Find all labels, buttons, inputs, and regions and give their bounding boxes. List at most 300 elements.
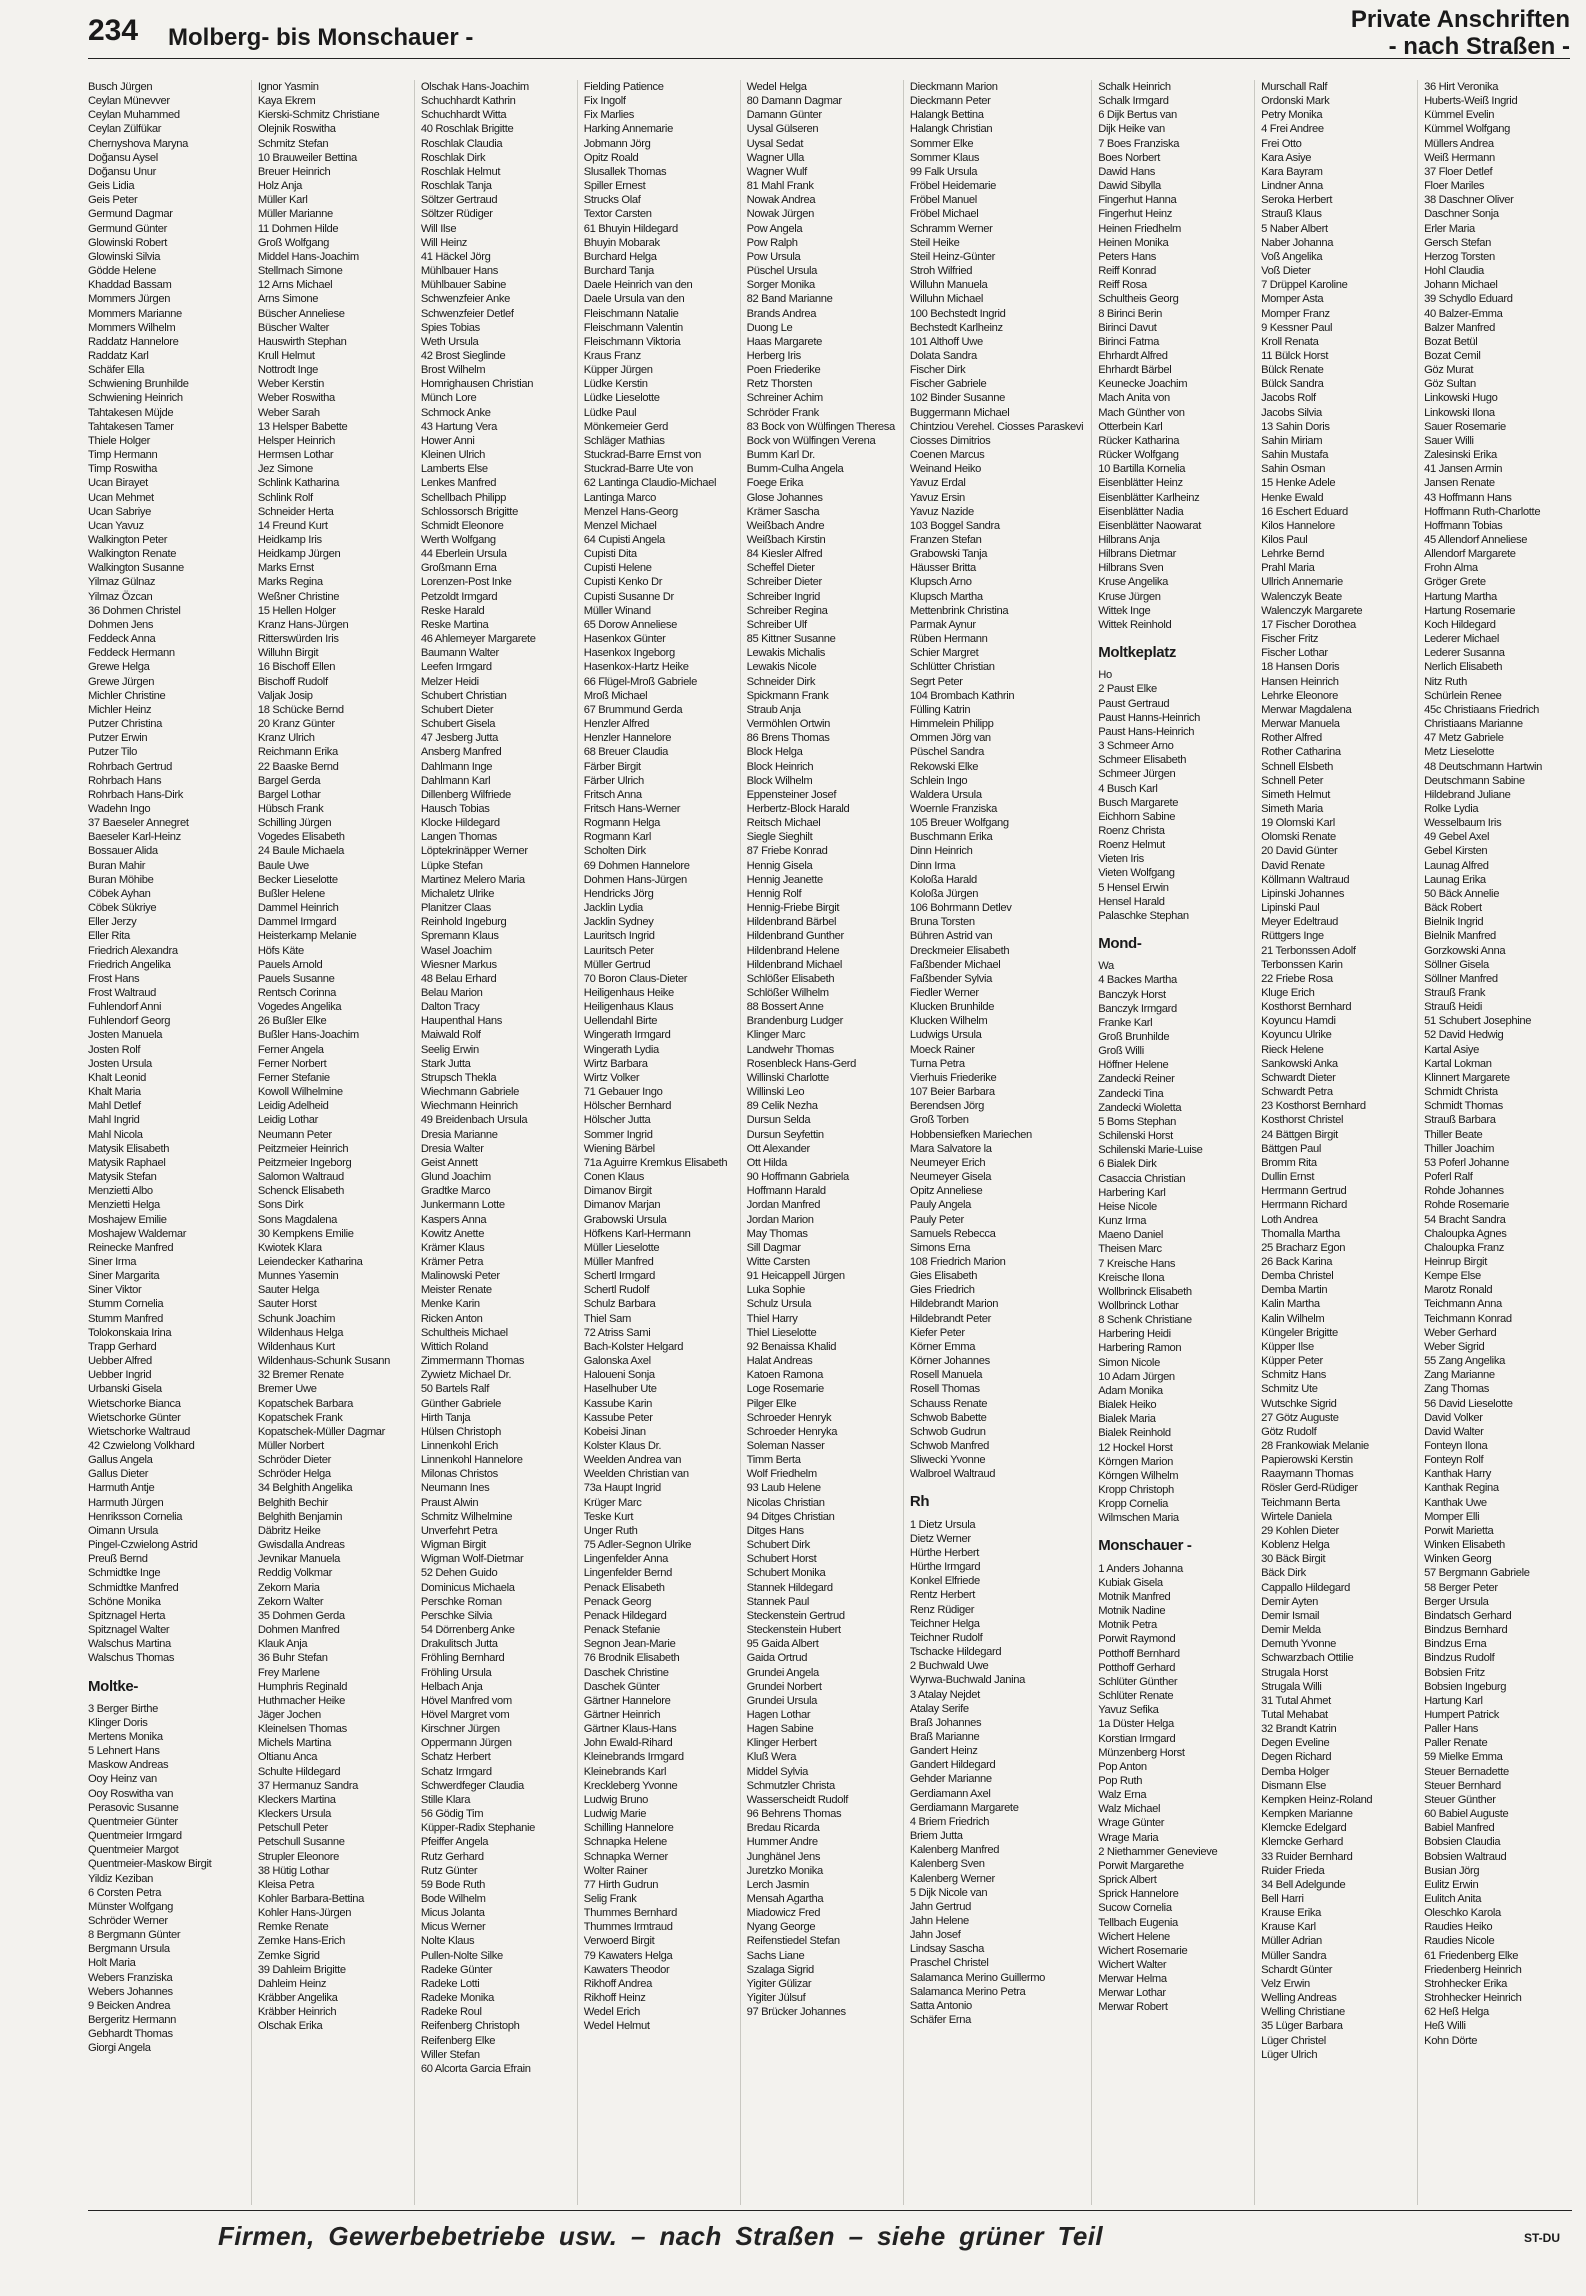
directory-entry: Lewakis Michalis [746, 647, 826, 660]
directory-entry: Lüger Christel [1261, 2034, 1326, 2047]
directory-entry: Juretzko Monika [746, 1864, 823, 1877]
directory-entry: Dolata Sandra [909, 349, 977, 362]
directory-entry: Lipinski Paul [1261, 902, 1320, 915]
directory-entry: Briem Jutta [909, 1830, 963, 1843]
directory-entry: Willinski Charlotte [746, 1071, 829, 1084]
directory-entry: Hohl Claudia [1424, 265, 1484, 278]
directory-entry: Penack Georg [583, 1595, 652, 1608]
directory-entry: Groß Brunhilde [1098, 1031, 1170, 1043]
directory-entry: Konkel Elfriede [909, 1575, 980, 1588]
column-8 [1254, 80, 1409, 2205]
footer-note: Firmen, Gewerbebetriebe usw. – nach Straßen – siehe grüner Teil [218, 2221, 1103, 2251]
directory-entry: Mach Günther von [1098, 406, 1185, 419]
directory-entry: Wedel Helga [746, 81, 807, 93]
directory-entry: Püschel Sandra [909, 746, 984, 759]
directory-entry: 4 Busch Karl [1098, 782, 1158, 795]
directory-entry: Harmuth Antje [88, 1482, 155, 1495]
directory-entry: Moshajew Emilie [88, 1213, 167, 1226]
directory-entry: Baule Uwe [257, 859, 309, 872]
directory-entry: Weber Sigrid [1424, 1340, 1485, 1353]
directory-entry: Kawaters Theodor [583, 1963, 670, 1976]
directory-entry: Quentmeier Margot [88, 1844, 179, 1857]
directory-entry: Siner Irma [88, 1255, 137, 1268]
directory-entry: Schmitz Ute [1261, 1383, 1318, 1396]
directory-entry: 61 Friedenberg Elke [1424, 1949, 1519, 1962]
directory-entry: 45 Allendorf Anneliese [1424, 534, 1528, 546]
directory-entry: Lüdke Paul [583, 406, 637, 419]
directory-entry: Schenck Elisabeth [257, 1185, 344, 1198]
directory-entry: Kierski-Schmitz Christiane [257, 109, 380, 122]
directory-entry: 94 Ditges Christian [746, 1510, 835, 1523]
directory-entry: Rolke Lydia [1424, 802, 1479, 815]
directory-entry: Frohn Alma [1424, 562, 1478, 575]
directory-entry: Moshajew Waldemar [88, 1227, 187, 1240]
directory-entry: Schröder Werner [88, 1915, 168, 1927]
directory-entry: Haselhuber Ute [583, 1383, 657, 1396]
directory-entry: Uebber Alfred [88, 1355, 152, 1368]
directory-entry: Krüger Marc [583, 1496, 642, 1509]
directory-entry: Gaida Ortrud [746, 1652, 808, 1665]
directory-entry: 9 Beicken Andrea [88, 1999, 171, 2012]
directory-entry: Merwar Helma [1098, 1973, 1167, 1986]
directory-entry: Thomalla Martha [1261, 1227, 1340, 1240]
directory-entry: Poferl Ralf [1424, 1171, 1473, 1184]
directory-entry: Dijk Heike van [1098, 123, 1165, 136]
directory-entry: Josten Ursula [88, 1057, 152, 1070]
directory-entry: Steuer Bernadette [1424, 1765, 1509, 1778]
directory-entry: Heidkamp Iris [257, 534, 322, 546]
directory-entry: Kara Asiye [1261, 151, 1312, 164]
directory-entry: Khalt Leonid [88, 1071, 147, 1084]
directory-entry: David Renate [1261, 859, 1325, 872]
directory-entry: Kalenberg Manfred [909, 1844, 1000, 1857]
directory-entry: Kempken Heinz-Roland [1261, 1793, 1373, 1806]
directory-entry: Helsper Heinrich [257, 434, 335, 447]
directory-entry: Otterbein Karl [1098, 420, 1163, 433]
directory-entry: Voß Angelika [1261, 250, 1323, 263]
directory-entry: Paust Hans-Heinrich [1098, 725, 1195, 738]
directory-entry: Uysal Gülseren [746, 123, 819, 136]
directory-entry: Munnes Yasemin [257, 1270, 339, 1283]
directory-entry: Kirschner Jürgen [420, 1723, 500, 1736]
directory-entry: Fröbel Heidemarie [909, 180, 996, 193]
directory-entry: 39 Dahleim Brigitte [257, 1963, 346, 1976]
directory-entry: Dresia Walter [420, 1142, 484, 1155]
directory-entry: Schulz Ursula [746, 1298, 812, 1311]
directory-entry: Petzoldt Irmgard [420, 590, 498, 603]
directory-entry: Hasenkox Günter [583, 633, 666, 646]
directory-entry: 50 Bartels Ralf [420, 1383, 489, 1396]
directory-entry: 65 Dorow Anneliese [583, 618, 677, 631]
directory-entry: Rüben Hermann [909, 633, 988, 646]
directory-entry: Rücker Katharina [1098, 434, 1180, 447]
directory-entry: Ucan Yavuz [88, 519, 144, 532]
directory-entry: Kranz Ulrich [257, 732, 315, 745]
directory-entry: Bargel Gerda [257, 774, 321, 787]
directory-entry: Hilbrans Dietmar [1098, 548, 1176, 561]
directory-entry: Ferner Angela [257, 1043, 324, 1056]
directory-entry: Schläger Mathias [583, 434, 665, 447]
directory-entry: Duong Le [746, 321, 793, 334]
directory-entry: Stannek Hildegard [746, 1581, 833, 1594]
directory-entry: Fritsch Anna [583, 788, 642, 801]
directory-entry: Pauly Peter [909, 1213, 964, 1226]
directory-entry: 29 Kohlen Dieter [1261, 1524, 1339, 1537]
directory-entry: Harbering Karl [1098, 1186, 1166, 1199]
directory-entry: Sommer Klaus [909, 151, 980, 164]
directory-entry: Demba Holger [1261, 1765, 1330, 1778]
directory-entry: 23 Kosthorst Bernhard [1261, 1100, 1366, 1113]
directory-entry: Valjak Josip [257, 689, 313, 702]
directory-entry: Höfs Käte [257, 944, 304, 957]
directory-entry: Putzer Erwin [88, 732, 148, 745]
directory-entry: 8 Schenk Christiane [1098, 1314, 1192, 1327]
directory-entry: 21 Terbonssen Adolf [1261, 944, 1356, 957]
directory-entry: Harbering Ramon [1098, 1342, 1182, 1355]
directory-entry: Dohmen Jens [88, 618, 154, 631]
directory-entry: 38 Hütig Lothar [257, 1864, 330, 1877]
directory-entry: Mensah Agartha [746, 1893, 824, 1905]
directory-entry: 36 Hirt Veronika [1424, 81, 1499, 93]
directory-entry: Cöbek Sükriye [88, 902, 157, 915]
directory-entry: Rutz Günter [420, 1864, 478, 1877]
directory-entry: Sahin Osman [1261, 463, 1326, 476]
directory-entry: Weber Gerhard [1424, 1326, 1497, 1339]
directory-entry: Ucan Mehmet [88, 491, 154, 504]
directory-entry: Wigman Wolf-Dietmar [420, 1553, 524, 1566]
directory-entry: Yavuz Nazide [909, 505, 974, 518]
directory-entry: Bock von Wülfingen Verena [746, 434, 876, 447]
directory-entry: Henriksson Cornelia [88, 1510, 183, 1523]
directory-entry: Jahn Gertrud [909, 1900, 972, 1913]
directory-entry: Bredau Ricarda [746, 1822, 820, 1835]
directory-entry: Thummes Bernhard [583, 1907, 678, 1920]
directory-entry: Trapp Gerhard [88, 1340, 157, 1353]
directory-entry: Himmelein Philipp [909, 718, 994, 731]
directory-entry: Ludwig Marie [583, 1808, 647, 1821]
directory-entry: Mahl Detlef [88, 1100, 141, 1113]
directory-entry: Weber Sarah [257, 406, 320, 419]
directory-entry: Marks Regina [257, 576, 323, 589]
directory-entry: Tahtakesen Tamer [88, 420, 174, 433]
directory-entry: Jordan Manfred [746, 1199, 821, 1212]
directory-entry: Reifenberg Elke [420, 2034, 496, 2047]
directory-entry: Kosthorst Bernhard [1261, 1001, 1352, 1014]
directory-entry: Hoffmann Harald [746, 1185, 826, 1198]
directory-entry: Christiaans Marianne [1424, 718, 1523, 731]
directory-entry: Teichmann Berta [1261, 1496, 1340, 1509]
directory-entry: Sommer Ingrid [583, 1128, 653, 1141]
directory-entry: Kroll Renata [1261, 335, 1319, 348]
directory-entry: Landwehr Thomas [746, 1043, 834, 1056]
directory-entry: Ferner Stefanie [257, 1071, 330, 1084]
directory-entry: Szalaga Sigrid [746, 1963, 814, 1976]
directory-entry: Weißbach Andre [746, 519, 825, 532]
directory-entry: Kwiotek Klara [257, 1241, 322, 1254]
directory-entry: Schultheis Georg [1098, 293, 1179, 306]
directory-entry: Gallus Angela [88, 1454, 153, 1467]
directory-entry: Roenz Christa [1098, 824, 1165, 837]
directory-entry: Schmidtke Inge [88, 1567, 161, 1580]
directory-entry: Pingel-Czwielong Astrid [88, 1539, 198, 1552]
directory-entry: Deutschmann Sabine [1424, 774, 1525, 787]
directory-entry: Schubert Horst [746, 1553, 817, 1566]
directory-entry: John Ewald-Rihard [583, 1737, 673, 1750]
directory-entry: Klucken Brunhilde [909, 1001, 995, 1014]
directory-entry: Buggermann Michael [909, 406, 1010, 419]
directory-entry: Dieckmann Peter [909, 95, 991, 108]
directory-entry: Wigman Birgit [420, 1539, 486, 1552]
directory-entry: Küpper Jürgen [583, 364, 653, 377]
directory-entry: Gorzkowski Anna [1424, 944, 1506, 957]
directory-entry: Bielnik Ingrid [1424, 916, 1484, 929]
directory-entry: Demir Melda [1261, 1624, 1321, 1637]
directory-entry: Bach-Kolster Helgard [583, 1340, 684, 1353]
directory-entry: Paller Hans [1424, 1723, 1479, 1736]
directory-entry: 7 Drüppel Karoline [1261, 279, 1348, 292]
directory-entry: 40 Roschlak Brigitte [420, 123, 514, 136]
directory-entry: Hülsen Christoph [420, 1425, 502, 1438]
directory-entry: Korstian Irmgard [1098, 1732, 1176, 1745]
directory-entry: Rohrbach Gertrud [88, 760, 172, 773]
directory-entry: David Volker [1424, 1411, 1483, 1424]
directory-entry: Matysik Elisabeth [88, 1142, 170, 1155]
directory-entry: Schulte Hildegard [257, 1765, 341, 1778]
directory-entry: Bußler Hans-Joachim [257, 1029, 359, 1042]
directory-entry: Bobsien Fritz [1424, 1666, 1485, 1679]
directory-entry: Reske Harald [420, 604, 485, 617]
directory-entry: Verwoerd Birgit [583, 1935, 655, 1948]
directory-entry: Hagen Sabine [746, 1723, 814, 1736]
directory-entry: Simons Erna [909, 1241, 971, 1254]
directory-entry: Mertens Monika [88, 1730, 163, 1743]
directory-entry: Kalin Martha [1261, 1298, 1320, 1311]
directory-entry: Spies Tobias [420, 321, 480, 334]
directory-entry: 60 Alcorta Garcia Efrain [420, 2062, 531, 2075]
directory-entry: Koch Hildegard [1424, 618, 1496, 631]
directory-entry: Harmuth Jürgen [88, 1496, 164, 1509]
section-title-line2: - nach Straßen - [1388, 33, 1570, 60]
directory-entry: Yildiz Keziban [88, 1872, 153, 1885]
directory-entry: Planitzer Claas [420, 902, 491, 915]
directory-entry: Yavuz Ersin [909, 491, 965, 504]
directory-entry: Fix Marlies [583, 109, 634, 122]
directory-entry: Timp Hermann [88, 449, 158, 462]
directory-entry: Mahl Nicola [88, 1128, 143, 1141]
directory-entry: 42 Brost Sieglinde [420, 349, 506, 362]
directory-entry: Dahlmann Inge [420, 760, 493, 773]
directory-entry: Ludwig Bruno [583, 1793, 648, 1806]
directory-entry: 9 Kessner Paul [1261, 321, 1333, 334]
directory-entry: 97 Brücker Johannes [746, 2006, 846, 2019]
directory-entry: Wutschke Sigrid [1261, 1397, 1337, 1410]
directory-entry: Schalk Heinrich [1098, 81, 1171, 93]
directory-entry: Götz Rudolf [1261, 1425, 1317, 1438]
directory-entry: Retz Thorsten [746, 378, 813, 391]
directory-entry: Radeke Roul [420, 2006, 482, 2019]
directory-entry: 85 Kittner Susanne [746, 633, 836, 646]
directory-entry: Wildenhaus Kurt [257, 1340, 335, 1353]
directory-entry: Schmidtke Manfred [88, 1581, 179, 1594]
directory-entry: Fleischmann Valentin [583, 321, 683, 334]
directory-entry: Wiening Bärbel [583, 1142, 655, 1155]
directory-entry: Gödde Helene [88, 265, 156, 278]
directory-entry: Hoffmann Tobias [1424, 519, 1503, 532]
directory-entry: Schroeder Henryka [746, 1425, 838, 1438]
directory-entry: Lederer Michael [1424, 633, 1500, 646]
directory-entry: Salamanca Merino Guillermo [909, 1971, 1046, 1984]
directory-entry: Schröder Frank [746, 406, 819, 419]
directory-entry: Witte Carsten [746, 1255, 810, 1268]
directory-entry: Mach Anita von [1098, 392, 1170, 405]
directory-entry: Miadowicz Fred [746, 1907, 821, 1920]
directory-entry: Höffner Helene [1098, 1059, 1169, 1072]
directory-entry: Hildenbrand Gunther [746, 930, 844, 943]
directory-entry: Reifenstiedel Stefan [746, 1935, 840, 1948]
directory-entry: Strugala Horst [1261, 1666, 1328, 1679]
directory-entry: Marks Ernst [257, 562, 314, 575]
directory-entry: Raaymann Thomas [1261, 1468, 1354, 1481]
directory-entry: Wesselbaum Iris [1424, 817, 1502, 830]
directory-entry: Opitz Roald [583, 151, 639, 164]
directory-entry: Schwenzfeier Detlef [420, 307, 514, 320]
directory-entry: Soleman Nasser [746, 1440, 825, 1452]
directory-entry: 91 Heicappell Jürgen [746, 1270, 845, 1283]
directory-entry: Fleischmann Natalie [583, 307, 679, 320]
directory-entry: Schubert Gisela [420, 718, 496, 731]
directory-entry: Humphris Reginald [257, 1680, 348, 1693]
directory-entry: Reddig Volkmar [257, 1567, 332, 1580]
directory-entry: Menzel Hans-Georg [583, 505, 678, 518]
directory-entry: Kleinelsen Thomas [257, 1723, 347, 1736]
directory-entry: Samuels Rebecca [909, 1227, 996, 1240]
directory-entry: Däbritz Heike [257, 1524, 321, 1537]
street-heading: Mond- [1098, 935, 1142, 953]
directory-entry: Lamberts Else [420, 463, 488, 476]
directory-entry: Schröder Helga [257, 1468, 331, 1481]
directory-entry: Weißbach Kirstin [746, 534, 826, 546]
directory-entry: Schmitz Hans [1261, 1369, 1326, 1382]
directory-entry: Rogmann Helga [583, 817, 661, 830]
directory-entry: Drakulitsch Jutta [420, 1638, 498, 1651]
directory-entry: Chaloupka Agnes [1424, 1227, 1507, 1240]
directory-entry: Bußler Helene [257, 887, 325, 900]
directory-entry: Bäck Dirk [1261, 1567, 1306, 1580]
directory-entry: Wirtele Daniela [1261, 1510, 1332, 1523]
directory-entry: Belghith Benjamin [257, 1510, 343, 1523]
directory-entry: Großmann Erna [420, 562, 497, 575]
directory-entry: Gärtner Klaus-Hans [583, 1723, 677, 1736]
directory-entry: Roschlak Dirk [420, 151, 486, 164]
directory-entry: Schubert Dirk [746, 1539, 810, 1552]
directory-entry: Radeke Monika [420, 1992, 495, 2005]
directory-entry: Müller Adrian [1261, 1935, 1322, 1948]
directory-entry: Stellmach Simone [257, 265, 343, 278]
directory-entry: Cupisti Helene [583, 562, 652, 575]
directory-entry: Strauß Frank [1424, 987, 1486, 999]
directory-entry: Micus Werner [420, 1921, 486, 1934]
directory-entry: Kanthak Regina [1424, 1482, 1499, 1495]
directory-entry: Strauß Barbara [1424, 1114, 1496, 1127]
directory-entry: Allendorf Margarete [1424, 548, 1516, 561]
directory-entry: Franzen Stefan [909, 534, 982, 546]
directory-entry: Satta Antonio [909, 1999, 972, 2012]
directory-entry: Paller Renate [1424, 1737, 1488, 1750]
directory-entry: Kleinen Ulrich [420, 449, 485, 462]
directory-entry: Kassube Peter [583, 1411, 653, 1424]
directory-entry: Neumeyer Erich [909, 1156, 986, 1169]
page-title: Molberg- bis Monschauer - [168, 24, 474, 51]
column-5 [740, 80, 895, 2205]
directory-entry: 26 Back Karina [1261, 1255, 1333, 1268]
directory-entry: Nottrodt Inge [257, 364, 319, 377]
directory-entry: Hansen Heinrich [1261, 675, 1339, 688]
directory-entry: Degen Richard [1261, 1751, 1332, 1764]
directory-entry: Zang Thomas [1424, 1383, 1490, 1396]
directory-entry: Motnik Nadine [1098, 1605, 1166, 1618]
footer-code: ST-DU [1524, 2231, 1560, 2245]
directory-entry: Fischer Gabriele [909, 378, 987, 391]
directory-entry: Friedenberg Heinrich [1424, 1963, 1522, 1976]
directory-entry: 13 Sahin Doris [1261, 420, 1330, 433]
directory-entry: 30 Bäck Birgit [1261, 1553, 1326, 1566]
directory-entry: Luka Sophie [746, 1284, 806, 1297]
directory-entry: Jahn Josef [909, 1929, 961, 1942]
directory-entry: Schmidt Christa [1424, 1086, 1498, 1099]
directory-entry: Schmitz Wilhelmine [420, 1510, 513, 1523]
directory-entry: Peitzmeier Heinrich [257, 1142, 349, 1155]
directory-entry: Cupisti Dita [583, 548, 637, 561]
directory-entry: Weelden Christian van [583, 1468, 689, 1481]
directory-entry: Wittek Inge [1098, 604, 1151, 617]
directory-entry: Wasserscheidt Rudolf [746, 1793, 849, 1806]
directory-entry: 40 Balzer-Emma [1424, 307, 1503, 320]
directory-entry: Sprick Hannelore [1098, 1888, 1179, 1901]
directory-entry: Segrt Peter [909, 675, 963, 688]
directory-entry: Glund Joachim [420, 1171, 491, 1184]
directory-entry: Rohde Rosemarie [1424, 1199, 1509, 1212]
directory-entry: Braß Marianne [909, 1730, 980, 1743]
directory-entry: Schreiner Achim [746, 392, 823, 405]
directory-entry: Berendsen Jörg [909, 1100, 984, 1113]
directory-entry: Oltianu Anca [257, 1751, 318, 1764]
directory-entry: 62 Lantinga Claudio-Michael [583, 477, 717, 490]
directory-entry: 33 Ruider Bernhard [1261, 1850, 1353, 1863]
directory-entry: Pullen-Nolte Silke [420, 1949, 503, 1962]
directory-entry: Webers Franziska [88, 1971, 173, 1984]
directory-entry: Eisenblätter Naowarat [1098, 519, 1201, 532]
directory-entry: Ferner Norbert [257, 1057, 327, 1070]
directory-entry: 7 Kreische Hans [1098, 1257, 1176, 1270]
directory-entry: 37 Floer Detlef [1424, 165, 1493, 178]
directory-entry: 6 Corsten Petra [88, 1886, 162, 1899]
directory-entry: 16 Bischoff Ellen [257, 661, 336, 674]
directory-entry: Matysik Stefan [88, 1171, 157, 1184]
directory-entry: 95 Gaida Albert [746, 1638, 819, 1651]
directory-entry: Kruse Angelika [1098, 576, 1168, 589]
directory-entry: Olomski Renate [1261, 831, 1336, 844]
directory-entry: Ceylan Muhammed [88, 109, 180, 122]
directory-entry: Hensel Harald [1098, 895, 1165, 908]
directory-entry: Matysik Raphael [88, 1156, 166, 1169]
directory-entry: Thiller Beate [1424, 1128, 1483, 1141]
directory-entry: Maiwald Rolf [420, 1029, 481, 1042]
directory-entry: 50 Bäck Annelie [1424, 887, 1500, 900]
directory-entry: Daele Ursula van den [583, 293, 685, 306]
directory-entry: Rikhoff Heinz [583, 1992, 646, 2005]
directory-entry: Dimanov Birgit [583, 1185, 652, 1198]
directory-entry: Prahl Maria [1261, 562, 1315, 575]
